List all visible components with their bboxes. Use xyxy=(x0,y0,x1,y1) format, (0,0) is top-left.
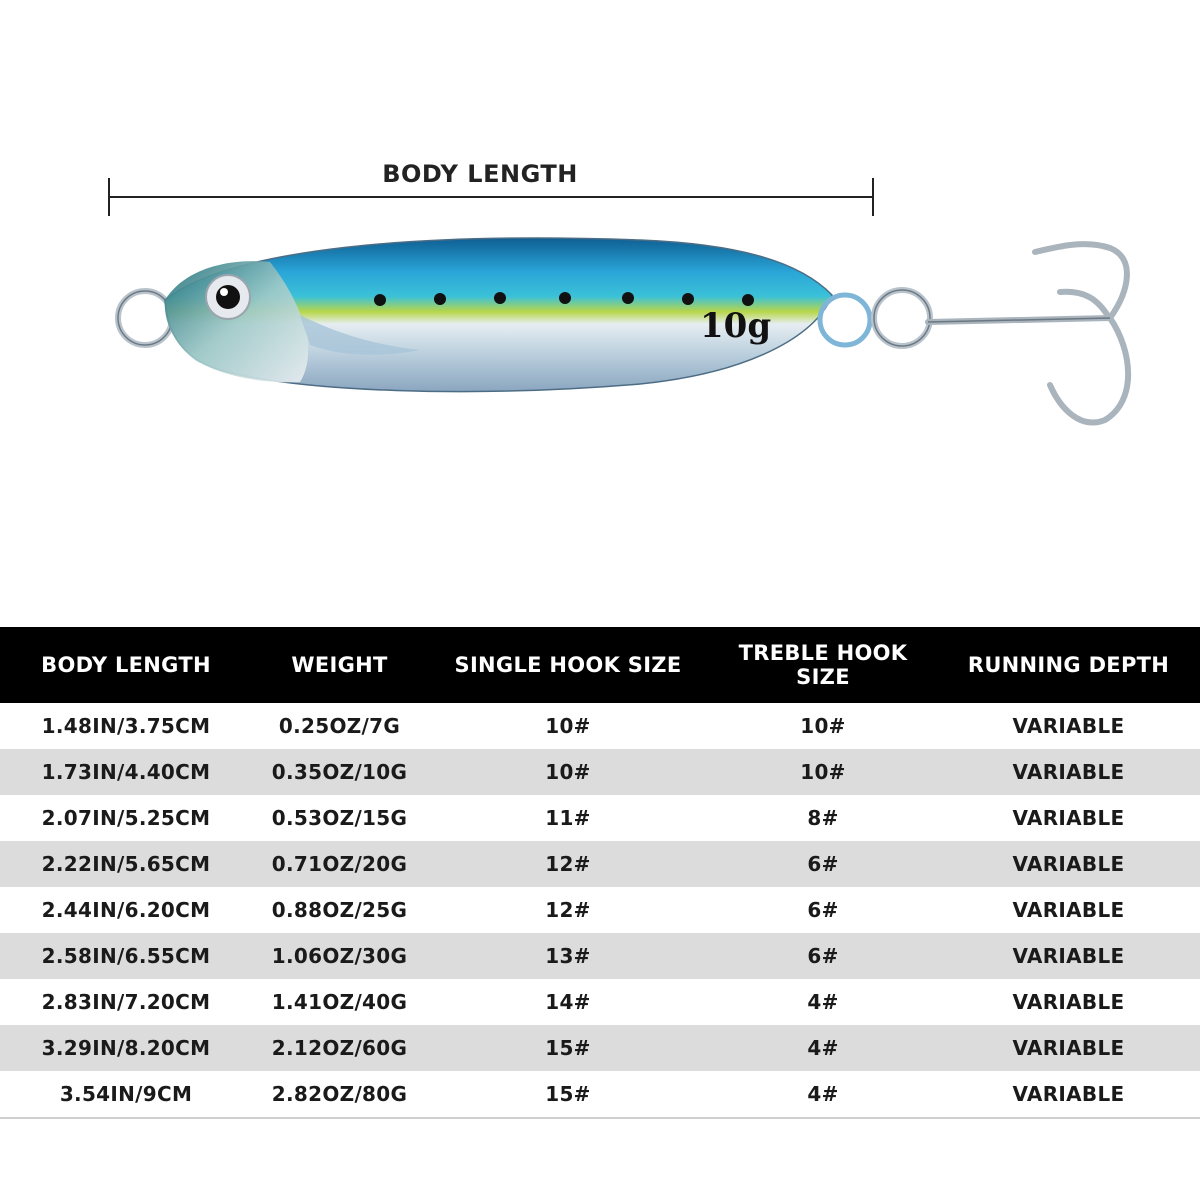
cell-running-depth: VARIABLE xyxy=(937,1071,1200,1118)
cell-single-hook: 12# xyxy=(427,841,709,887)
cell-running-depth: VARIABLE xyxy=(937,703,1200,749)
cell-treble-hook: 10# xyxy=(709,749,937,795)
cell-treble-hook: 8# xyxy=(709,795,937,841)
header-running-depth: RUNNING DEPTH xyxy=(937,627,1200,703)
header-weight: WEIGHT xyxy=(252,627,427,703)
cell-treble-hook: 4# xyxy=(709,1025,937,1071)
table-header-row xyxy=(0,627,1200,703)
cell-single-hook: 10# xyxy=(427,749,709,795)
treble-hook-icon xyxy=(928,244,1128,422)
eye-icon xyxy=(206,275,250,319)
cell-body-length: 2.58IN/6.55CM xyxy=(0,933,252,979)
table-row xyxy=(0,933,1200,979)
header-treble-hook-size: TREBLE HOOK SIZE xyxy=(709,627,937,703)
cell-body-length: 2.22IN/5.65CM xyxy=(0,841,252,887)
cell-treble-hook: 4# xyxy=(709,1071,937,1118)
cell-body-length: 3.54IN/9CM xyxy=(0,1071,252,1118)
cell-single-hook: 11# xyxy=(427,795,709,841)
cell-running-depth: VARIABLE xyxy=(937,1025,1200,1071)
cell-running-depth: VARIABLE xyxy=(937,979,1200,1025)
body-length-label: BODY LENGTH xyxy=(382,160,578,188)
table-row xyxy=(0,1025,1200,1071)
lure-spec-table xyxy=(0,627,1200,1119)
cell-body-length: 1.48IN/3.75CM xyxy=(0,703,252,749)
cell-weight: 2.82OZ/80G xyxy=(252,1071,427,1118)
cell-treble-hook: 6# xyxy=(709,841,937,887)
cell-treble-hook: 10# xyxy=(709,703,937,749)
cell-treble-hook: 6# xyxy=(709,887,937,933)
table-row xyxy=(0,703,1200,749)
table-row xyxy=(0,749,1200,795)
cell-single-hook: 15# xyxy=(427,1071,709,1118)
cell-body-length: 2.83IN/7.20CM xyxy=(0,979,252,1025)
cell-body-length: 1.73IN/4.40CM xyxy=(0,749,252,795)
table-row xyxy=(0,1071,1200,1118)
cell-running-depth: VARIABLE xyxy=(937,749,1200,795)
header-single-hook-size: SINGLE HOOK SIZE xyxy=(427,627,709,703)
cell-single-hook: 10# xyxy=(427,703,709,749)
header-body-length: BODY LENGTH xyxy=(0,627,252,703)
cell-treble-hook: 4# xyxy=(709,979,937,1025)
cell-single-hook: 15# xyxy=(427,1025,709,1071)
cell-weight: 0.53OZ/15G xyxy=(252,795,427,841)
lure-weight-mark: 10g xyxy=(700,306,772,346)
cell-weight: 0.71OZ/20G xyxy=(252,841,427,887)
table-row xyxy=(0,795,1200,841)
cell-treble-hook: 6# xyxy=(709,933,937,979)
cell-weight: 2.12OZ/60G xyxy=(252,1025,427,1071)
cell-running-depth: VARIABLE xyxy=(937,887,1200,933)
cell-running-depth: VARIABLE xyxy=(937,841,1200,887)
cell-single-hook: 14# xyxy=(427,979,709,1025)
cell-weight: 0.25OZ/7G xyxy=(252,703,427,749)
cell-single-hook: 12# xyxy=(427,887,709,933)
split-ring-front xyxy=(118,291,172,345)
cell-body-length: 2.44IN/6.20CM xyxy=(0,887,252,933)
cell-single-hook: 13# xyxy=(427,933,709,979)
cell-running-depth: VARIABLE xyxy=(937,933,1200,979)
table-row xyxy=(0,841,1200,887)
cell-running-depth: VARIABLE xyxy=(937,795,1200,841)
cell-weight: 0.35OZ/10G xyxy=(252,749,427,795)
cell-weight: 0.88OZ/25G xyxy=(252,887,427,933)
cell-body-length: 2.07IN/5.25CM xyxy=(0,795,252,841)
table-row xyxy=(0,979,1200,1025)
split-ring-rear xyxy=(820,290,930,346)
cell-body-length: 3.29IN/8.20CM xyxy=(0,1025,252,1071)
cell-weight: 1.41OZ/40G xyxy=(252,979,427,1025)
table-row xyxy=(0,887,1200,933)
cell-weight: 1.06OZ/30G xyxy=(252,933,427,979)
